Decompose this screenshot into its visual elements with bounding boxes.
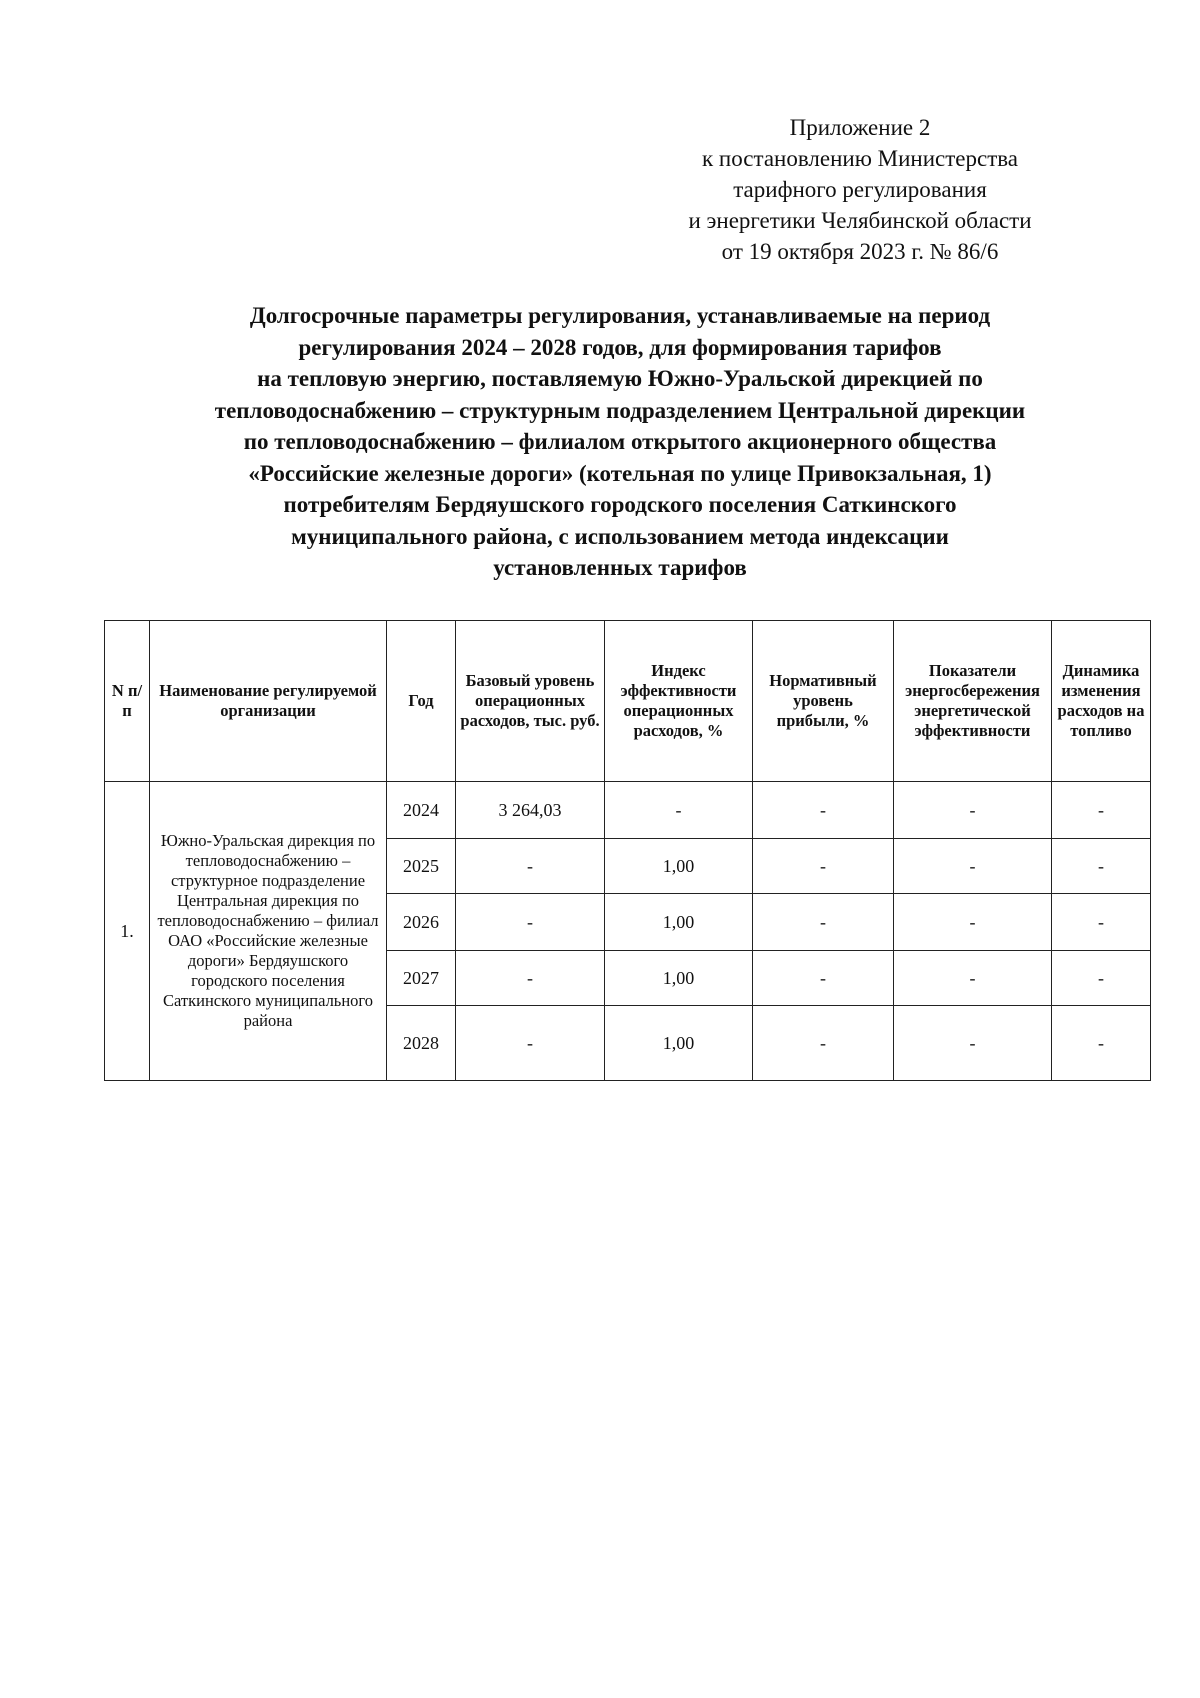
cell-base-level: - — [456, 1006, 605, 1081]
title-line: на тепловую энергию, поставляемую Южно-Уральской дирекцией по — [257, 366, 983, 391]
cell-efficiency-index: 1,00 — [605, 894, 753, 951]
cell-energy-saving: - — [894, 839, 1052, 894]
table-header-row — [105, 621, 1151, 782]
organization-name: Южно-Уральская дирекция по тепловодоснабжению – структурное подразделение Центральная дирекция по тепловодоснабжению – филиал ОАО «Российские железные дороги» Бердяушского городского поселения Саткинского муниципального района — [150, 782, 387, 1081]
cell-fuel-dynamics: - — [1052, 782, 1151, 839]
cell-energy-saving: - — [894, 782, 1052, 839]
appendix-line: и энергетики Челябинской области — [688, 208, 1032, 233]
title-line: муниципального района, с использованием метода индексации — [291, 523, 949, 549]
header-number: N п/ п — [105, 621, 150, 782]
cell-efficiency-index: 1,00 — [605, 951, 753, 1006]
cell-profit-level: - — [753, 839, 894, 894]
appendix-line: к постановлению Министерства — [701, 146, 1019, 171]
row-number: 1. — [105, 782, 150, 1081]
cell-fuel-dynamics: - — [1052, 894, 1151, 951]
appendix-block — [640, 112, 1080, 267]
appendix-line: от 19 октября 2023 г. № 86/6 — [721, 239, 999, 264]
cell-efficiency-index: 1,00 — [605, 839, 753, 894]
cell-energy-saving: - — [894, 1006, 1052, 1081]
table-row — [105, 782, 1151, 839]
cell-fuel-dynamics: - — [1052, 839, 1151, 894]
cell-profit-level: - — [753, 1006, 894, 1081]
header-fuel-dynamics: Динамика изменения расходов на топливо — [1052, 621, 1151, 782]
cell-base-level: - — [456, 951, 605, 1006]
cell-fuel-dynamics: - — [1052, 1006, 1151, 1081]
cell-profit-level: - — [753, 894, 894, 951]
cell-efficiency-index: - — [605, 782, 753, 839]
header-organization: Наименование регулируемой организации — [150, 621, 387, 782]
cell-base-level: - — [456, 839, 605, 894]
cell-energy-saving: - — [894, 951, 1052, 1006]
cell-profit-level: - — [753, 782, 894, 839]
appendix-line: тарифного регулирования — [733, 177, 987, 202]
cell-base-level: - — [456, 894, 605, 951]
title-line: тепловодоснабжению – структурным подразделением Центральной дирекции — [214, 397, 1026, 423]
cell-year: 2028 — [387, 1006, 456, 1081]
document-title — [60, 300, 1180, 584]
header-profit-level: Нормативный уровень прибыли, % — [753, 621, 894, 782]
appendix-line: Приложение 2 — [789, 115, 931, 140]
cell-energy-saving: - — [894, 894, 1052, 951]
title-line: Долгосрочные параметры регулирования, устанавливаемые на период — [249, 303, 991, 328]
cell-efficiency-index: 1,00 — [605, 1006, 753, 1081]
title-line: установленных тарифов — [493, 555, 747, 580]
cell-year: 2025 — [387, 839, 456, 894]
parameters-table — [104, 620, 1151, 1081]
header-energy-saving: Показатели энергосбережения энергетической эффективности — [894, 621, 1052, 782]
cell-year: 2027 — [387, 951, 456, 1006]
title-line: «Российские железные дороги» (котельная по улице Привокзальная, 1) — [248, 460, 992, 486]
cell-year: 2024 — [387, 782, 456, 839]
title-line: регулирования 2024 – 2028 годов, для формирования тарифов — [298, 334, 942, 360]
header-year: Год — [387, 621, 456, 782]
cell-base-level: 3 264,03 — [456, 782, 605, 839]
cell-profit-level: - — [753, 951, 894, 1006]
title-line: потребителям Бердяушского городского поселения Саткинского — [283, 492, 957, 517]
header-base-level: Базовый уровень операционных расходов, тыс. руб. — [456, 621, 605, 782]
header-efficiency-index: Индекс эффективности операционных расходов, % — [605, 621, 753, 782]
cell-fuel-dynamics: - — [1052, 951, 1151, 1006]
title-line: по тепловодоснабжению – филиалом открытого акционерного общества — [243, 429, 997, 454]
cell-year: 2026 — [387, 894, 456, 951]
